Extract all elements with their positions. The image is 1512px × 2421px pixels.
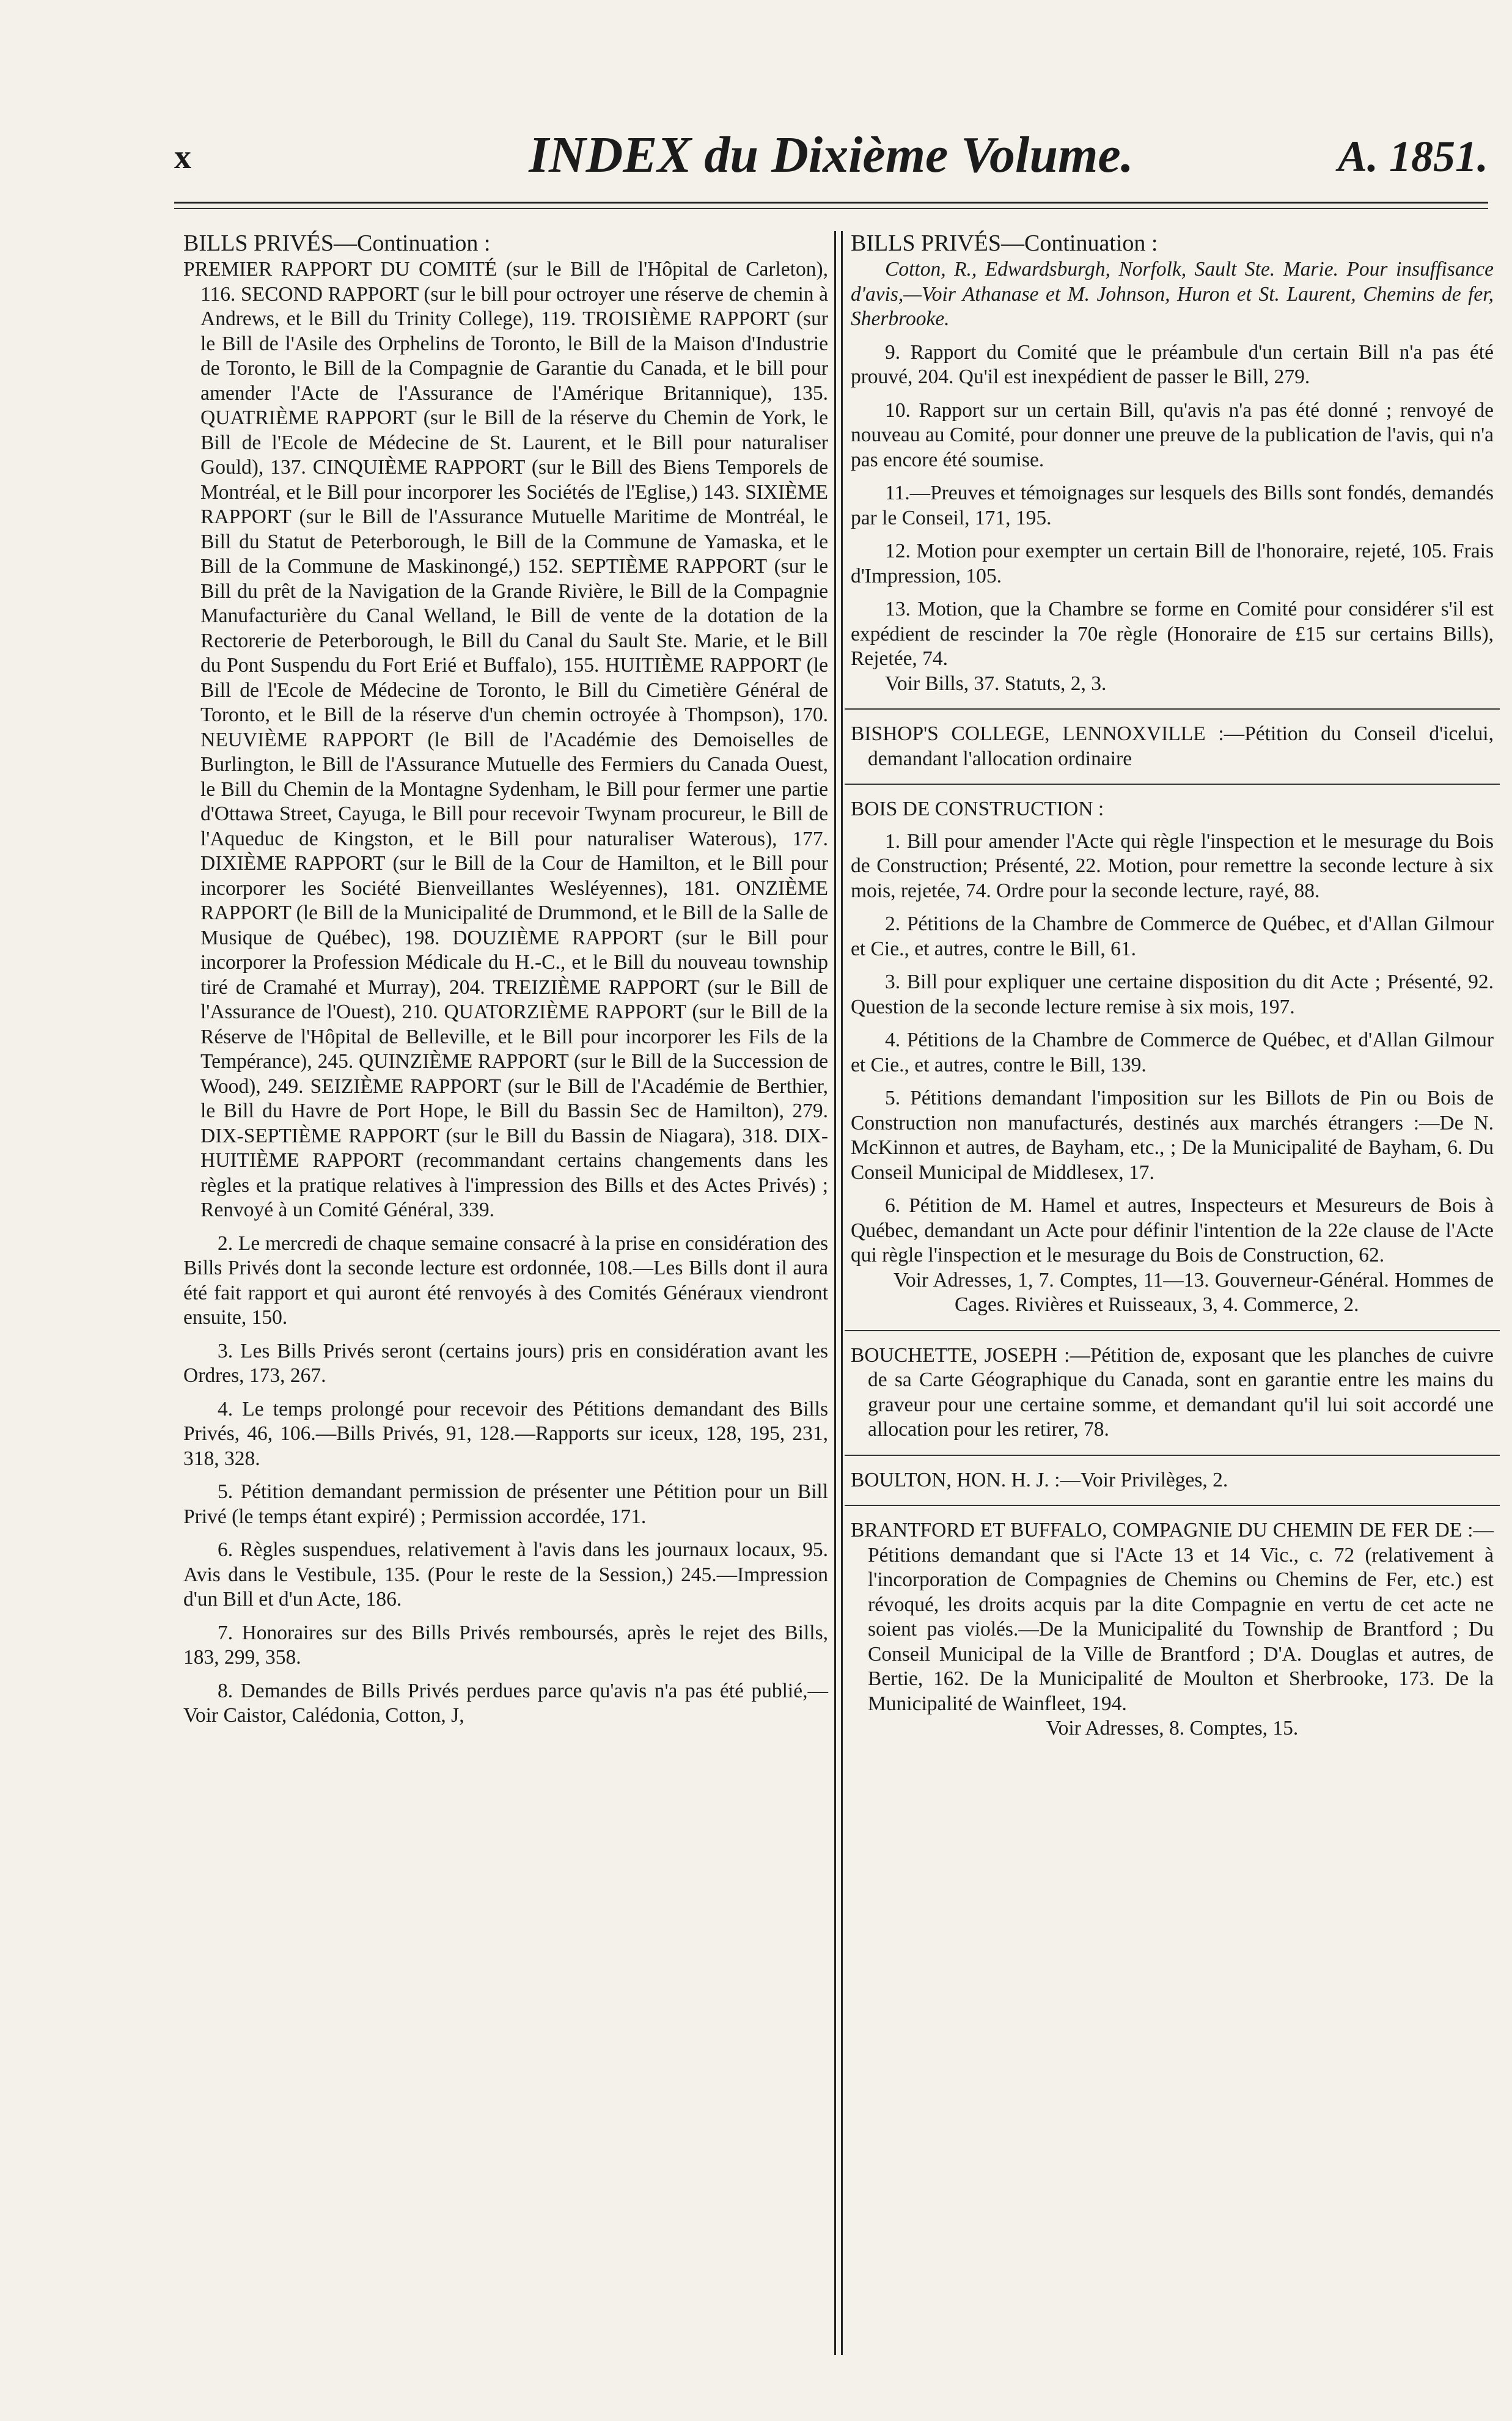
header-rule-top: [174, 202, 1488, 204]
entry-item: 3. Les Bills Privés seront (certains jours) pris en considération avant les Ordres, 173, 267.: [183, 1339, 828, 1387]
entry-premier-rapport: PREMIER RAPPORT DU COMITÉ (sur le Bill de l'Hôpital de Carleton), 116. SECOND RAPPORT (sur le bill pour octroyer une réserve de chemin à Andrews, et le Bill du Trinity College), 119. TROISIÈME RAPPORT (sur le Bill de l'Asile des Orphelins de Toronto, le Bill de la Maison d'Industrie de Toronto, le Bill de la Compagnie de Garantie du Canada, et le bill pour amender l'Acte de l'Assurance de l'Amérique Britannique), 135. QUATRIÈME RAPPORT (sur le Bill de la réserve du Chemin de York, le Bill de l'Ecole de Médecine de St. Laurent, et le Bill pour naturaliser Gould), 137. CINQUIÈME RAPPORT (sur le Bill des Biens Temporels de Montréal, et le Bill pour incorporer les Sociétés de l'Eglise,) 143. SIXIÈME RAPPORT (sur le Bill de l'Assurance Mutuelle Maritime de Montréal, le Bill du Statut de Peterborough, le Bill de la Commune de Yamaska, et le Bill de la Commune de Maskinongé,) 152. SEPTIÈME RAPPORT (sur le Bill du prêt de la Navigation de la Grande Rivière, le Bill de la Compagnie Manufacturière du Canal Welland, le Bill de vente de la dotation de la Rectorerie de Peterborough, le Bill du Canal du Sault Ste. Marie, et le Bill du Pont Suspendu du Fort Erié et Buffalo), 155. HUITIÈME RAPPORT (le Bill de l'Ecole de Médecine de Toronto, le Bill du Cimetière Général de Toronto, et le Bill de la réserve d'un chemin octroyée à Thompson), 170. NEUVIÈME RAPPORT (le Bill de l'Académie des Demoiselles de Burlington, le Bill de l'Assurance Mutuelle des Fermiers du Canada Ouest, le Bill du Chemin de la Montagne Sydenham, le Bill pour fermer une partie d'Ottawa Street, Cayuga, le Bill pour recevoir Twynam procureur, le Bill de l'Aqueduc de Kingston, et le Bill pour naturaliser Waterous), 177. DIXIÈME RAPPORT (sur le Bill de la Cour de Hamilton, et le Bill pour incorporer les Société Bienveillantes Wesléyennes), 181. ONZIÈME RAPPORT (le Bill de la Municipalité de Drummond, et le Bill de la Salle de Musique de Québec), 198. DOUZIÈME RAPPORT (sur le Bill pour incorporer la Profession Médicale du H.-C., et le Bill du nouveau township tiré de Cramahé et Murray), 204. TREIZIÈME RAPPORT (sur le Bill de l'Assurance de l'Ouest), 210. QUATORZIÈME RAPPORT (sur le Bill de la Réserve de l'Hôpital de Belleville, et le Bill pour incorporer les Fils de la Tempérance), 245. QUINZIÈME RAPPORT (sur le Bill de la Succession de Wood), 249. SEIZIÈME RAPPORT (sur le Bill de l'Académie de Berthier, le Bill du Havre de Port Hope, le Bill du Bassin Sec de Hamilton), 279. DIX-SEPTIÈME RAPPORT (sur le Bill du Bassin de Niagara), 318. DIX-HUITIÈME RAPPORT (recommandant certains changements dans les règles et la pratique relatives à l'impression des Bills et des Actes Privés) ; Renvoyé à un Comité Général, 339.: [183, 258, 828, 1221]
see-also: Voir Adresses, 1, 7. Comptes, 11—13. Gouverneur-Général. Hommes de Cages. Rivières et Ruisseaux, 3, 4. Commerce, 2.: [894, 1268, 1494, 1316]
entry-item: 9. Rapport du Comité que le préambule d'un certain Bill n'a pas été prouvé, 204. Qu'il est inexpédient de passer le Bill, 279.: [851, 340, 1494, 388]
see-also: Voir Adresses, 8. Comptes, 15.: [1046, 1717, 1299, 1740]
entry-item: 3. Bill pour expliquer une certaine disposition du dit Acte ; Présenté, 92. Question de la seconde lecture remise à six mois, 197.: [851, 971, 1494, 1018]
series-year: A. 1851.: [1337, 132, 1488, 181]
entry-item: 13. Motion, que la Chambre se forme en Comité pour considérer s'il est expédient de rescinder la 70e règle (Honoraire de £15 sur certains Bills), Rejetée, 74.: [851, 598, 1494, 670]
see-also: Voir Bills, 37. Statuts, 2, 3.: [885, 672, 1107, 695]
section-rule: [845, 1330, 1500, 1331]
entry-item: 2. Le mercredi de chaque semaine consacré à la prise en considération des Bills Privés dont la seconde lecture est ordonnée, 108.—Les Bills dont il aura été fait rapport et qui auront été renvoyés à des Comités Généraux viendront ensuite, 150.: [183, 1232, 828, 1329]
entry-item: 5. Pétitions demandant l'imposition sur les Billots de Pin ou Bois de Construction non manufacturés, destinés aux marchés étrangers :—De N. McKinnon et autres, de Bayham, etc., ; De la Municipalité de Bayham, 6. Du Conseil Municipal de Middlesex, 17.: [851, 1087, 1494, 1184]
section-heading: BILLS PRIVÉS—Continuation :: [183, 230, 491, 256]
section-rule: [845, 1455, 1500, 1456]
entry-item: 7. Honoraires sur des Bills Privés remboursés, après le rejet des Bills, 183, 299, 358.: [183, 1621, 828, 1669]
entry-item: 1. Bill pour amender l'Acte qui règle l'inspection et le mesurage du Bois de Construction; Présenté, 22. Motion, pour remettre la seconde lecture à six mois, rejetée, 74. Ordre pour la seconde lecture, rayé, 88.: [851, 829, 1494, 902]
left-column: [183, 229, 828, 1728]
header-rule-bottom: [174, 208, 1488, 209]
entry-item: 4. Pétitions de la Chambre de Commerce de Québec, et d'Allan Gilmour et Cie., et autres, contre le Bill, 139.: [851, 1029, 1494, 1076]
page-header: [174, 125, 1488, 193]
entry-continuation: Cotton, R., Edwardsburgh, Norfolk, Sault Ste. Marie. Pour insuffisance d'avis,—Voir Athanase et M. Johnson, Huron et St. Laurent, Chemins de fer, Sherbrooke.: [851, 258, 1494, 330]
entry-brantford: BRANTFORD ET BUFFALO, COMPAGNIE DU CHEMIN DE FER DE :—Pétitions demandant que si l'Acte 13 et 14 Vic., c. 72 (relativement à l'incorporation de Compagnies de Chemins ou Chemins de Fer, etc.) est révoqué, les droits acquis par la dite Compagnie en vertu de cet acte ne soient pas violés.—De la Municipalité du Township de Brantford ; Du Conseil Municipal de la Ville de Brantford ; D'A. Douglas et autres, de Bertie, 162. De la Municipalité de Moulton et Sherbrooke, 173. De la Municipalité de Wainfleet, 194.: [851, 1519, 1494, 1715]
entry-bishops-college: BISHOP'S COLLEGE, LENNOXVILLE :—Pétition du Conseil d'icelui, demandant l'allocation ordinaire: [851, 722, 1494, 770]
page-number: x: [174, 138, 191, 176]
page-title: INDEX du Dixième Volume.: [529, 127, 1134, 183]
entry-item: 6. Pétition de M. Hamel et autres, Inspecteurs et Mesureurs de Bois à Québec, demandant un Acte pour définir l'intention de la 22e clause de l'Acte qui règle l'inspection et le mesurage du Bois de Construction, 62.: [851, 1194, 1494, 1266]
entry-bouchette: BOUCHETTE, JOSEPH :—Pétition de, exposant que les planches de cuivre de sa Carte Géographique du Canada, sont en garantie entre les mains du graveur pour une certaine somme, et demandant qu'il lui soit accordé une allocation pour les retirer, 78.: [851, 1343, 1494, 1441]
entry-item: 8. Demandes de Bills Privés perdues parce qu'avis n'a pas été publié,—Voir Caistor, Calédonia, Cotton, J,: [183, 1679, 828, 1727]
right-column: [851, 229, 1494, 1741]
section-rule: [845, 784, 1500, 785]
entry-item: 6. Règles suspendues, relativement à l'avis dans les journaux locaux, 95. Avis dans le Vestibule, 135. (Pour le reste de la Session,) 245.—Impression d'un Bill et d'un Acte, 186.: [183, 1538, 828, 1611]
entry-boulton: BOULTON, HON. H. J. :—Voir Privilèges, 2.: [851, 1468, 1228, 1491]
entry-item: 10. Rapport sur un certain Bill, qu'avis n'a pas été donné ; renvoyé de nouveau au Comité, pour donner une preuve de la publication de l'avis, qui n'a pas encore été soumise.: [851, 399, 1494, 471]
entry-item: 2. Pétitions de la Chambre de Commerce de Québec, et d'Allan Gilmour et Cie., et autres, contre le Bill, 61.: [851, 913, 1494, 960]
section-heading: BILLS PRIVÉS—Continuation :: [851, 230, 1158, 256]
section-heading-bois: BOIS DE CONSTRUCTION :: [851, 798, 1104, 820]
column-divider: [834, 231, 843, 2355]
entry-item: 12. Motion pour exempter un certain Bill de l'honoraire, rejeté, 105. Frais d'Impression, 105.: [851, 540, 1494, 587]
entry-item: 4. Le temps prolongé pour recevoir des Pétitions demandant des Bills Privés, 46, 106.—Bills Privés, 91, 128.—Rapports sur iceux, 128, 195, 231, 318, 328.: [183, 1397, 828, 1470]
entry-item: 5. Pétition demandant permission de présenter une Pétition pour un Bill Privé (le temps étant expiré) ; Permission accordée, 171.: [183, 1480, 828, 1528]
section-rule: [845, 1505, 1500, 1506]
section-rule: [845, 708, 1500, 710]
entry-item: 11.—Preuves et témoignages sur lesquels des Bills sont fondés, demandés par le Conseil, 171, 195.: [851, 482, 1494, 529]
